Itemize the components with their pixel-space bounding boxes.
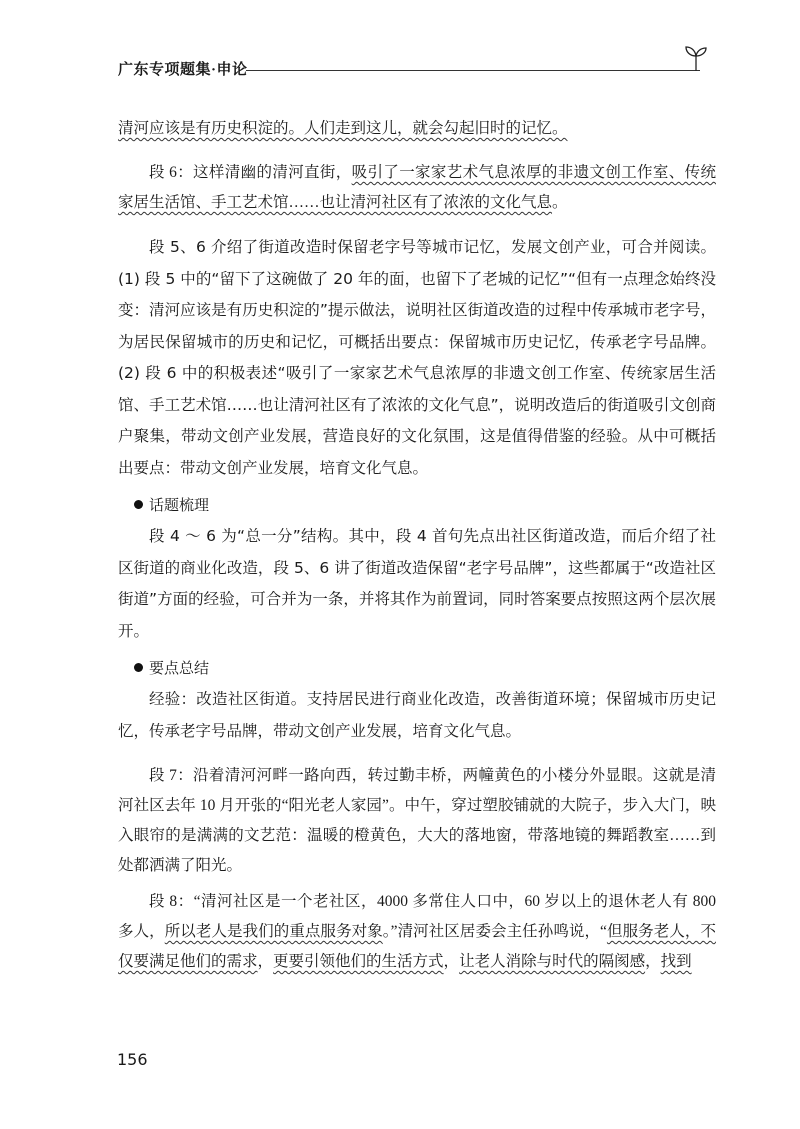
paragraph-text: 。”清河社区居委会主任孙鸣说，“: [382, 923, 607, 940]
body-text: [118, 114, 716, 977]
sprout-icon: [684, 42, 708, 72]
underlined-phrase: 所以老人是我们的重点服务对象: [164, 923, 383, 940]
bullet-icon: [134, 663, 143, 672]
paragraph-6: [118, 158, 716, 218]
paragraph-tail: 。: [552, 194, 568, 211]
paragraph-continuation: [118, 114, 716, 144]
header-title: 广东专项题集·申论: [118, 62, 248, 78]
underlined-phrase: 更要引领他们的生活方式: [273, 953, 444, 970]
underlined-phrase: 让老人消除与时代的隔阂感: [459, 953, 646, 970]
paragraph-7: 段 7：沿着清河河畔一路向西，转过勤丰桥，两幢黄色的小楼分外显眼。这就是清河社区去年 10 月开张的“阳光老人家园”。中午，穿过塑胶铺就的大院子，步入大门，映入眼帘的是满满的文艺范：温暖的橙黄色，大大的落地窗，带落地镜的舞蹈教室……到处都洒满了阳光。: [118, 767, 716, 874]
bullet-icon: [134, 500, 143, 509]
summary-paragraph: 经验：改造社区街道。支持居民进行商业化改造，改善街道环境；保留城市历史记忆，传承老字号品牌，带动文创产业发展，培育文化气息。: [118, 690, 716, 740]
underlined-phrase: 清河应该是有历史积淀的。人们走到这儿，就会勾起旧时的记忆。: [118, 120, 568, 137]
analysis-paragraph: 段 5、6 介绍了街道改造时保留老字号等城市记忆，发展文创产业，可合并阅读。(1) 段 5 中的“留下了这碗做了 20 年的面，也留下了老城的记忆”“但有一点理念始终没变：清河应该是有历史积淀的”提示做法，说明社区街道改造的过程中传承城市老字号，为居民保留城市的历史和记忆，可概括出要点：保留城市历史记忆，传承老字号品牌。(2) 段 6 中的积极表述“吸引了一家家艺术气息浓厚的非遗文创工作室、传统家居生活馆、手工艺术馆……也让清河社区有了浓浓的文化气息”，说明改造后的街道吸引文创商户聚集，带动文创产业发展，营造良好的文化氛围，这是值得借鉴的经验。从中可概括出要点：带动文创产业发展，培育文化气息。: [118, 238, 716, 477]
paragraph-8: [118, 887, 716, 977]
underlined-phrase: 吸引了一家家艺术气息浓厚的非遗文创工作室、传统家居生活馆、手工艺术馆……也让清河社区有了浓浓的文化气息: [118, 164, 716, 211]
paragraph-lead: 段 6：这样清幽的清河直街，: [149, 164, 352, 181]
paragraph-lead: 段 8：“清河社区是一个老社区，4000 多常住人口中，60 岁以上的退休老人有 800 多人，: [118, 893, 716, 940]
heading-text: 要点总结: [149, 659, 210, 677]
punctuation: ，: [645, 953, 661, 970]
underlined-phrase: 但服务老人，不仅要满足他们的需求: [118, 923, 716, 970]
section-heading-summary: [118, 653, 716, 684]
section-heading-topic: [118, 490, 716, 521]
heading-text: 话题梳理: [149, 496, 210, 514]
topic-paragraph: 段 4 ～ 6 为“总一分”结构。其中，段 4 首句先点出社区街道改造，而后介绍了社区街道的商业化改造，段 5、6 讲了街道改造保留“老字号品牌”，这些都属于“改造社区街道”方面的经验，可合并为一条，并将其作为前置词，同时答案要点按照这两个层次展开。: [118, 527, 716, 640]
running-header: [118, 56, 708, 80]
page-number: 156: [117, 1050, 148, 1069]
punctuation: ，: [257, 953, 274, 970]
header-rule: [246, 70, 700, 71]
punctuation: ，: [443, 953, 460, 970]
underlined-phrase: 找到: [660, 953, 692, 970]
